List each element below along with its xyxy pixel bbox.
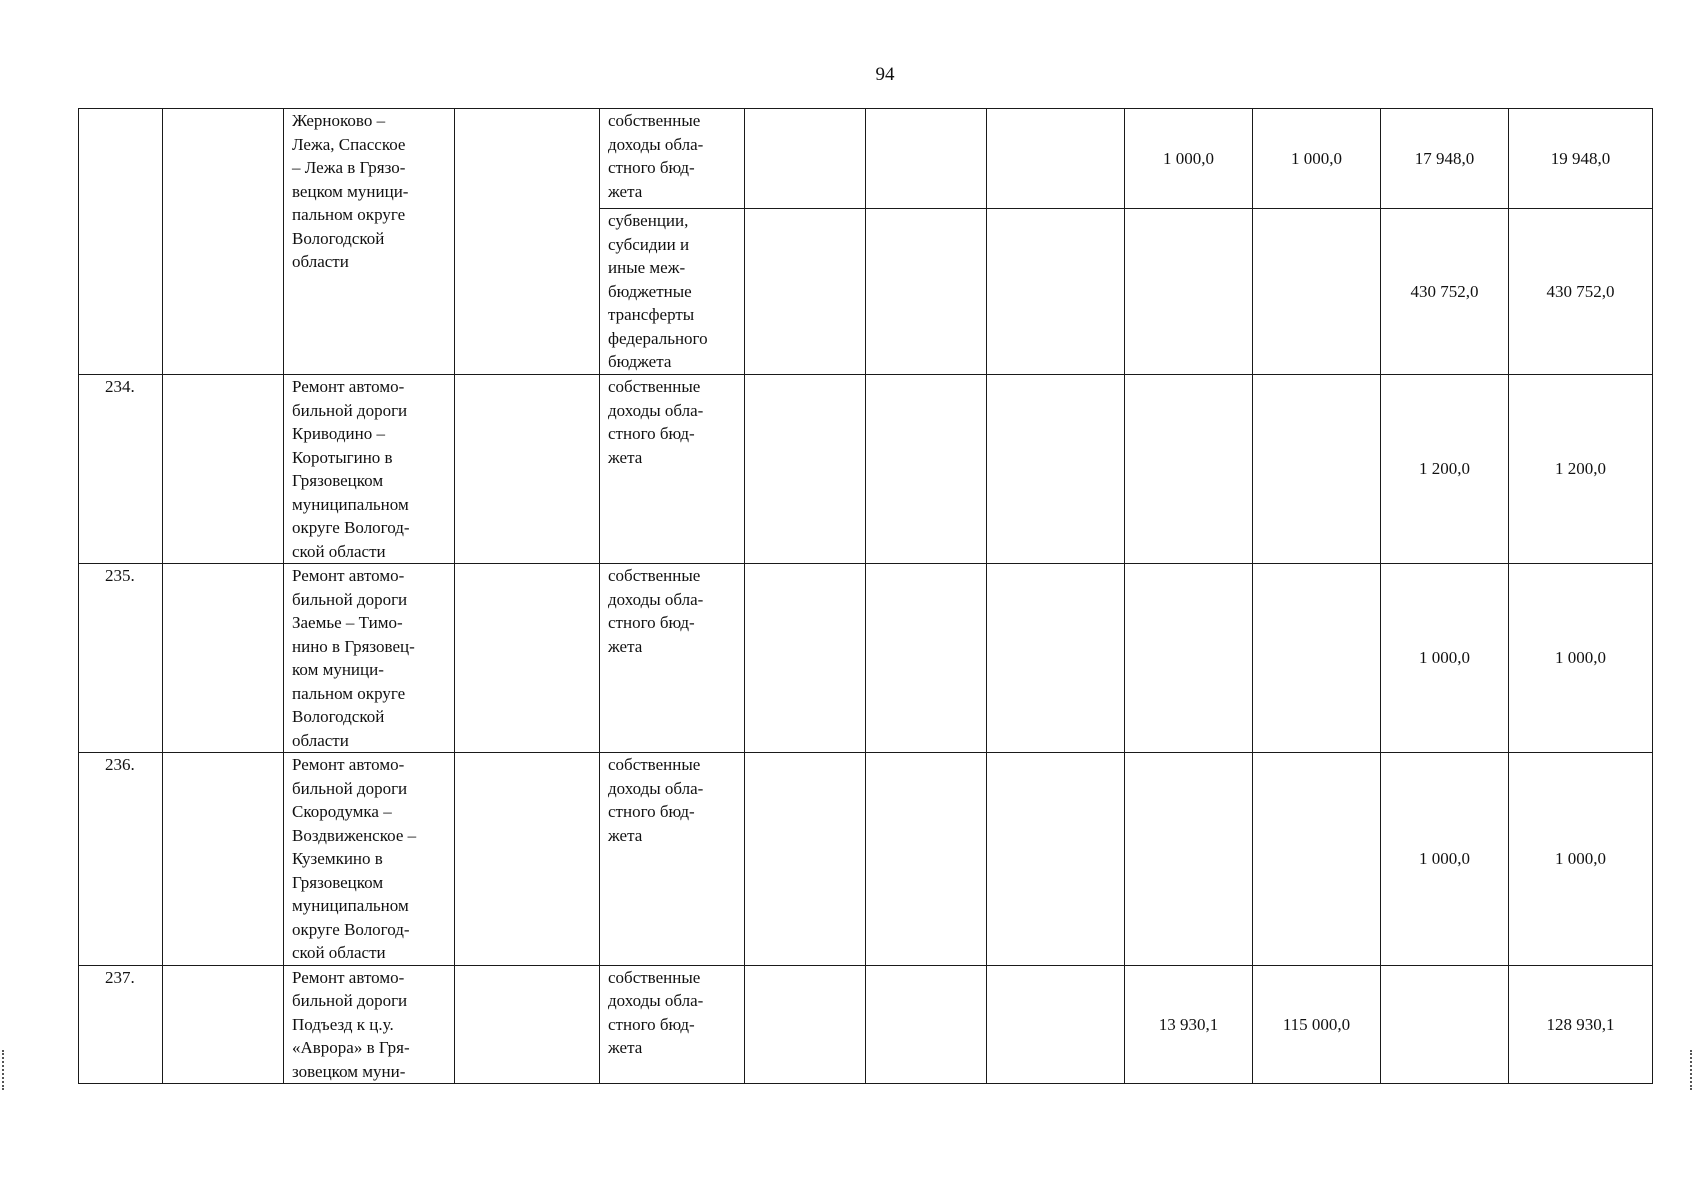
object-name-line: Ремонт автомо- bbox=[292, 967, 405, 987]
scan-edge-mark-right bbox=[1690, 1050, 1695, 1090]
empty-value-cell bbox=[745, 109, 866, 209]
funding-source-line: стного бюд- bbox=[608, 1014, 695, 1034]
object-name-cell bbox=[284, 965, 455, 1084]
funding-source-line: стного бюд- bbox=[608, 424, 695, 443]
empty-cell bbox=[455, 753, 600, 966]
year-value: 1 000,0 bbox=[1419, 648, 1470, 668]
table-row bbox=[79, 753, 1653, 966]
year-value-cell bbox=[1253, 209, 1381, 375]
row-number: 235. bbox=[105, 566, 135, 585]
empty-value-cell bbox=[987, 109, 1125, 209]
year-value-cell bbox=[1381, 965, 1509, 1084]
object-name-line: Ремонт автомо- bbox=[292, 755, 405, 774]
object-name-line: ской области bbox=[292, 943, 386, 962]
object-name-cell bbox=[284, 564, 455, 753]
year-value: 17 948,0 bbox=[1414, 148, 1475, 168]
page-number: 94 bbox=[875, 64, 895, 85]
year-value: 1 000,0 bbox=[1419, 849, 1470, 868]
funding-source-line: жета bbox=[608, 447, 643, 467]
object-name-line: «Аврора» в Гря- bbox=[292, 1038, 410, 1057]
row-number: 237. bbox=[105, 967, 135, 987]
year-value: 1 000,0 bbox=[1291, 148, 1342, 168]
object-name-line: области bbox=[292, 730, 349, 750]
object-name-line: Куземкино в bbox=[292, 849, 383, 868]
empty-value-cell bbox=[866, 209, 987, 375]
funding-source-line: собственные bbox=[608, 967, 701, 987]
object-name-cell bbox=[284, 109, 455, 375]
year-value: 430 752,0 bbox=[1410, 281, 1479, 301]
year-value-cell bbox=[1125, 109, 1253, 209]
empty-value-cell bbox=[745, 375, 866, 564]
empty-cell bbox=[455, 109, 600, 375]
object-name-line: Грязовецком bbox=[292, 471, 384, 490]
funding-source-line: собственные bbox=[608, 111, 701, 130]
empty-cell bbox=[455, 564, 600, 753]
row-number-cell bbox=[79, 753, 163, 966]
row-number-cell bbox=[79, 109, 163, 375]
funding-source-line: жета bbox=[608, 636, 643, 656]
funding-source-line: жета bbox=[608, 181, 643, 201]
row-number: 236. bbox=[105, 755, 135, 774]
total-value: 430 752,0 bbox=[1546, 281, 1615, 301]
funding-source-cell bbox=[600, 753, 745, 966]
row-number-cell bbox=[79, 965, 163, 1084]
funding-source-cell bbox=[600, 965, 745, 1084]
empty-value-cell bbox=[987, 965, 1125, 1084]
object-name-line: округе Вологод- bbox=[292, 518, 410, 537]
object-name-line: Жерноково – bbox=[292, 111, 386, 130]
funding-source-line: доходы обла- bbox=[608, 400, 704, 420]
funding-source-line: стного бюд- bbox=[608, 158, 695, 177]
empty-value-cell bbox=[745, 564, 866, 753]
table-row bbox=[79, 109, 1653, 209]
funding-source-line: собственные bbox=[608, 377, 701, 396]
year-value: 13 930,1 bbox=[1158, 1014, 1219, 1034]
table-row bbox=[79, 564, 1653, 753]
funding-source-line: бюджета bbox=[608, 352, 672, 371]
object-name-line: Вологодской bbox=[292, 228, 385, 248]
funding-source-line: стного бюд- bbox=[608, 613, 695, 632]
year-value-cell bbox=[1253, 375, 1381, 564]
empty-value-cell bbox=[866, 965, 987, 1084]
funding-source-line: стного бюд- bbox=[608, 802, 695, 821]
year-value-cell bbox=[1381, 109, 1509, 209]
year-value: 1 200,0 bbox=[1419, 459, 1470, 479]
total-value-cell bbox=[1509, 564, 1653, 753]
object-name-cell bbox=[284, 375, 455, 564]
object-name-line: Ремонт автомо- bbox=[292, 566, 405, 585]
funding-source-line: собственные bbox=[608, 755, 701, 774]
object-name-line: Вологодской bbox=[292, 707, 385, 726]
row-number: 234. bbox=[105, 377, 135, 396]
object-name-line: пальном округе bbox=[292, 205, 406, 224]
object-name-line: Подъезд к ц.у. bbox=[292, 1014, 394, 1034]
empty-value-cell bbox=[987, 564, 1125, 753]
funding-source-line: федерального bbox=[608, 328, 708, 348]
funding-source-cell bbox=[600, 209, 745, 375]
object-name-line: бильной дороги bbox=[292, 991, 408, 1010]
total-value: 128 930,1 bbox=[1546, 1014, 1615, 1034]
object-name-line: – Лежа в Грязо- bbox=[292, 158, 406, 177]
funding-source-line: бюджетные bbox=[608, 281, 692, 301]
year-value-cell bbox=[1125, 965, 1253, 1084]
year-value-cell bbox=[1253, 965, 1381, 1084]
object-name-line: пальном округе bbox=[292, 683, 406, 703]
object-name-line: вецком муници- bbox=[292, 181, 409, 201]
funding-source-cell bbox=[600, 375, 745, 564]
empty-value-cell bbox=[866, 109, 987, 209]
funding-source-line: трансферты bbox=[608, 305, 695, 324]
empty-value-cell bbox=[866, 564, 987, 753]
funding-source-cell bbox=[600, 109, 745, 209]
funding-source-line: собственные bbox=[608, 566, 701, 585]
object-name-line: Воздвиженское – bbox=[292, 825, 417, 845]
object-name-line: Коротыгино в bbox=[292, 447, 393, 467]
scan-edge-mark-left bbox=[2, 1050, 7, 1090]
funding-source-line: доходы обла- bbox=[608, 778, 704, 798]
object-name-line: Криводино – bbox=[292, 424, 385, 443]
year-value-cell bbox=[1381, 753, 1509, 966]
object-name-line: Грязовецком bbox=[292, 872, 384, 892]
year-value-cell bbox=[1253, 753, 1381, 966]
total-value-cell bbox=[1509, 965, 1653, 1084]
funding-source-line: доходы обла- bbox=[608, 589, 704, 609]
table-row bbox=[79, 965, 1653, 1084]
object-name-line: области bbox=[292, 252, 349, 271]
total-value-cell bbox=[1509, 209, 1653, 375]
object-name-line: бильной дороги bbox=[292, 400, 408, 420]
object-name-line: нино в Грязовец- bbox=[292, 636, 415, 656]
empty-value-cell bbox=[745, 209, 866, 375]
year-value-cell bbox=[1381, 209, 1509, 375]
total-value: 1 000,0 bbox=[1555, 648, 1606, 668]
funding-source-cell bbox=[600, 564, 745, 753]
object-name-line: муниципальном bbox=[292, 494, 409, 514]
object-name-line: ком муници- bbox=[292, 660, 384, 679]
total-value: 1 000,0 bbox=[1555, 849, 1606, 868]
object-name-cell bbox=[284, 753, 455, 966]
object-name-line: зовецком муни- bbox=[292, 1061, 406, 1081]
year-value-cell bbox=[1381, 375, 1509, 564]
empty-cell bbox=[455, 375, 600, 564]
object-name-line: бильной дороги bbox=[292, 778, 408, 798]
budget-table bbox=[78, 108, 1653, 1084]
total-value-cell bbox=[1509, 375, 1653, 564]
year-value: 1 000,0 bbox=[1163, 148, 1214, 168]
total-value: 1 200,0 bbox=[1555, 459, 1606, 479]
year-value-cell bbox=[1381, 564, 1509, 753]
empty-value-cell bbox=[866, 375, 987, 564]
empty-cell bbox=[163, 564, 284, 753]
total-value-cell bbox=[1509, 109, 1653, 209]
row-number-cell bbox=[79, 564, 163, 753]
total-value: 19 948,0 bbox=[1550, 148, 1611, 168]
total-value-cell bbox=[1509, 753, 1653, 966]
empty-cell bbox=[163, 109, 284, 375]
row-number-cell bbox=[79, 375, 163, 564]
empty-cell bbox=[163, 375, 284, 564]
funding-source-line: жета bbox=[608, 825, 643, 845]
object-name-line: Ремонт автомо- bbox=[292, 377, 405, 396]
empty-value-cell bbox=[866, 753, 987, 966]
year-value-cell bbox=[1125, 564, 1253, 753]
object-name-line: бильной дороги bbox=[292, 589, 408, 609]
object-name-line: округе Вологод- bbox=[292, 919, 410, 939]
table-body bbox=[79, 109, 1653, 1084]
object-name-line: Скородумка – bbox=[292, 802, 392, 821]
table-row bbox=[79, 375, 1653, 564]
empty-value-cell bbox=[745, 753, 866, 966]
object-name-line: Заемье – Тимо- bbox=[292, 613, 403, 632]
empty-cell bbox=[163, 753, 284, 966]
year-value-cell bbox=[1253, 564, 1381, 753]
funding-source-line: доходы обла- bbox=[608, 134, 704, 154]
year-value-cell bbox=[1125, 375, 1253, 564]
funding-source-line: иные меж- bbox=[608, 258, 686, 277]
year-value-cell bbox=[1125, 209, 1253, 375]
empty-cell bbox=[455, 965, 600, 1084]
object-name-line: муниципальном bbox=[292, 896, 409, 915]
empty-value-cell bbox=[987, 753, 1125, 966]
object-name-line: Лежа, Спасское bbox=[292, 134, 406, 154]
funding-source-line: жета bbox=[608, 1038, 643, 1057]
funding-source-line: субвенции, bbox=[608, 211, 689, 230]
funding-source-line: субсидии и bbox=[608, 234, 690, 254]
year-value-cell bbox=[1125, 753, 1253, 966]
year-value-cell bbox=[1253, 109, 1381, 209]
funding-source-line: доходы обла- bbox=[608, 991, 704, 1010]
empty-value-cell bbox=[987, 209, 1125, 375]
year-value: 115 000,0 bbox=[1282, 1014, 1351, 1034]
object-name-line: ской области bbox=[292, 541, 386, 561]
empty-cell bbox=[163, 965, 284, 1084]
empty-value-cell bbox=[987, 375, 1125, 564]
empty-value-cell bbox=[745, 965, 866, 1084]
